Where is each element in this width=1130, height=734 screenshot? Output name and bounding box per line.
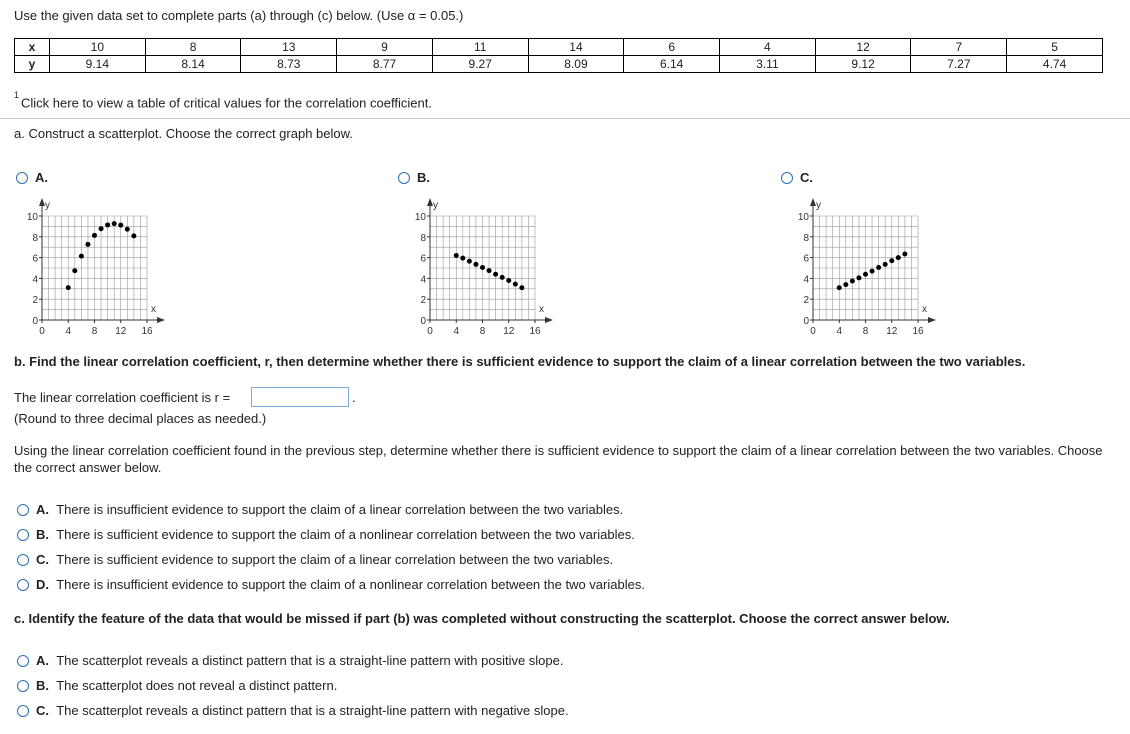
data-point [883,262,888,267]
part-b-radio-a[interactable] [17,504,29,516]
y-tick-label: 0 [420,316,426,327]
data-point [500,275,505,280]
x-axis-arrow [545,317,553,323]
y-tick-label: 10 [26,212,38,223]
option-letter: A. [36,502,49,517]
part-a-radio-c[interactable] [781,172,793,184]
y-tick-label: 8 [32,232,38,244]
x-axis-arrow [928,317,936,323]
section-divider [0,118,1130,119]
table-cell: 8 [145,39,241,56]
table-cell: 9.12 [815,56,911,73]
part-b-option-b[interactable] [36,527,635,542]
x-tick-label: 12 [115,326,127,337]
table-cell: 6.14 [624,56,720,73]
x-tick-label: 16 [912,326,924,337]
data-point [493,272,498,277]
data-point [856,275,861,280]
y-tick-label: 4 [420,274,426,286]
r-suffix: . [352,390,356,405]
x-axis-arrow [157,317,165,323]
option-letter: C. [36,552,49,567]
data-point [863,272,868,277]
y-tick-label: 6 [420,253,426,265]
part-b-radio-b[interactable] [17,529,29,541]
table-cell: 12 [815,39,911,56]
option-text: There is sufficient evidence to support the claim of a linear correlation between the two variables. [56,552,614,567]
y-tick-label: 4 [803,274,809,286]
part-b-question: Using the linear correlation coefficient found in the previous step, determine whether there is sufficient evidence to support the claim of a linear correlation between the two variables. Choose the correct answer below. [14,443,1103,475]
data-point [125,227,130,232]
r-label: The linear correlation coefficient is r = [14,390,231,405]
x-tick-label: 8 [862,326,869,337]
part-b-option-c[interactable] [36,552,613,567]
data-point [519,285,524,290]
problem-prompt: Use the given data set to complete parts (a) through (c) below. (Use α = 0.05.) [14,8,464,23]
table-cell: 9.14 [50,56,146,73]
critical-values-footnote [14,90,432,111]
part-c-option-c[interactable] [36,703,569,718]
critical-values-link[interactable]: Click here to view a table of critical values for the correlation coefficient. [21,95,432,111]
data-point [112,221,117,226]
y-tick-label: 2 [420,295,426,307]
table-cell: 8.73 [241,56,337,73]
table-header-x: x [15,39,50,56]
data-point [105,222,110,227]
part-a-prompt: a. Construct a scatterplot. Choose the correct graph below. [14,126,353,141]
table-cell: 8.14 [145,56,241,73]
table-cell: 14 [528,39,624,56]
r-answer-input[interactable] [251,387,349,407]
round-note: (Round to three decimal places as needed.) [14,411,267,426]
table-cell: 3.11 [720,56,816,73]
table-cell: 8.77 [337,56,433,73]
y-axis-label: y [45,200,50,211]
data-point [72,268,77,273]
part-b-option-a[interactable] [36,502,623,517]
option-text: The scatterplot does not reveal a distinct pattern. [56,678,338,693]
data-point [889,258,894,263]
part-a-option-a-label: A. [35,170,48,185]
x-tick-label: 4 [65,326,72,337]
table-cell: 13 [241,39,337,56]
scatterplot-b[interactable] [388,190,558,350]
x-tick-label: 0 [39,326,45,337]
part-a-radio-a[interactable] [16,172,28,184]
data-point [85,242,90,247]
data-point [487,268,492,273]
option-letter: B. [36,527,49,542]
x-tick-label: 4 [453,326,460,337]
data-point [454,253,459,258]
x-axis-label: x [151,304,156,315]
y-tick-label: 6 [803,253,809,265]
x-tick-label: 4 [836,326,843,337]
table-cell: 9.27 [432,56,528,73]
data-point [480,265,485,270]
y-tick-label: 2 [32,295,38,307]
table-cell: 7.27 [911,56,1007,73]
part-a-option-c-label: C. [800,170,813,185]
data-point [66,285,71,290]
part-b-option-d[interactable] [36,577,645,592]
part-c-prompt: c. Identify the feature of the data that would be missed if part (b) was completed without constructing the scatterplot. Choose the correct answer below. [14,611,950,626]
data-point [843,282,848,287]
x-tick-label: 16 [141,326,153,337]
scatterplot-a[interactable] [0,190,170,350]
option-text: There is insufficient evidence to support the claim of a nonlinear correlation between the two variables. [56,577,645,592]
scatterplot-c[interactable] [771,190,941,350]
table-header-y: y [15,56,50,73]
x-tick-label: 8 [91,326,98,337]
table-cell: 11 [432,39,528,56]
data-point [837,285,842,290]
data-point [896,255,901,260]
option-text: There is insufficient evidence to support the claim of a linear correlation between the two variables. [56,502,624,517]
y-tick-label: 10 [797,212,809,223]
y-tick-label: 0 [803,316,809,327]
part-a-option-b-label: B. [417,170,430,185]
part-c-option-b[interactable] [36,678,337,693]
data-point [850,279,855,284]
part-b-radio-d[interactable] [17,579,29,591]
part-c-option-a[interactable] [36,653,564,668]
part-b-prompt: b. Find the linear correlation coefficient, r, then determine whether there is sufficient evidence to support the claim of a linear correlation between the two variables. [14,354,1026,369]
table-cell: 6 [624,39,720,56]
data-point [473,262,478,267]
table-cell: 5 [1007,39,1103,56]
option-letter: D. [36,577,49,592]
table-row-x [15,39,1103,56]
data-point [506,278,511,283]
data-point [131,233,136,238]
part-c-radio-b[interactable] [17,680,29,692]
part-c-radio-c[interactable] [17,705,29,717]
y-tick-label: 8 [803,232,809,244]
table-cell: 4.74 [1007,56,1103,73]
table-cell: 10 [50,39,146,56]
option-letter: A. [36,653,49,668]
table-cell: 8.09 [528,56,624,73]
data-point [876,265,881,270]
x-tick-label: 0 [810,326,816,337]
y-axis-label: y [816,200,821,211]
data-point [99,226,104,231]
x-tick-label: 16 [529,326,541,337]
data-point [902,251,907,256]
footnote-marker: 1 [14,90,20,100]
option-letter: C. [36,703,49,718]
table-cell: 9 [337,39,433,56]
y-tick-label: 2 [803,295,809,307]
x-tick-label: 12 [503,326,515,337]
table-cell: 7 [911,39,1007,56]
x-axis-label: x [539,304,544,315]
x-axis-label: x [922,304,927,315]
y-tick-label: 6 [32,253,38,265]
option-letter: B. [36,678,49,693]
data-point [467,259,472,264]
x-tick-label: 0 [427,326,433,337]
part-b-radio-c[interactable] [17,554,29,566]
y-tick-label: 8 [420,232,426,244]
data-table [14,38,1103,73]
y-tick-label: 4 [32,274,38,286]
data-point [513,282,518,287]
data-point [92,233,97,238]
option-text: The scatterplot reveals a distinct pattern that is a straight-line pattern with negative slope. [56,703,569,718]
option-text: The scatterplot reveals a distinct pattern that is a straight-line pattern with positive slope. [56,653,564,668]
y-axis-label: y [433,200,438,211]
part-a-radio-b[interactable] [398,172,410,184]
x-tick-label: 8 [479,326,486,337]
part-c-radio-a[interactable] [17,655,29,667]
data-point [118,223,123,228]
table-row-y [15,56,1103,73]
y-tick-label: 10 [414,212,426,223]
data-point [460,256,465,261]
table-cell: 4 [720,39,816,56]
x-tick-label: 12 [886,326,898,337]
data-point [870,269,875,274]
y-tick-label: 0 [32,316,38,327]
data-point [79,254,84,259]
option-text: There is sufficient evidence to support the claim of a nonlinear correlation between the two variables. [56,527,635,542]
